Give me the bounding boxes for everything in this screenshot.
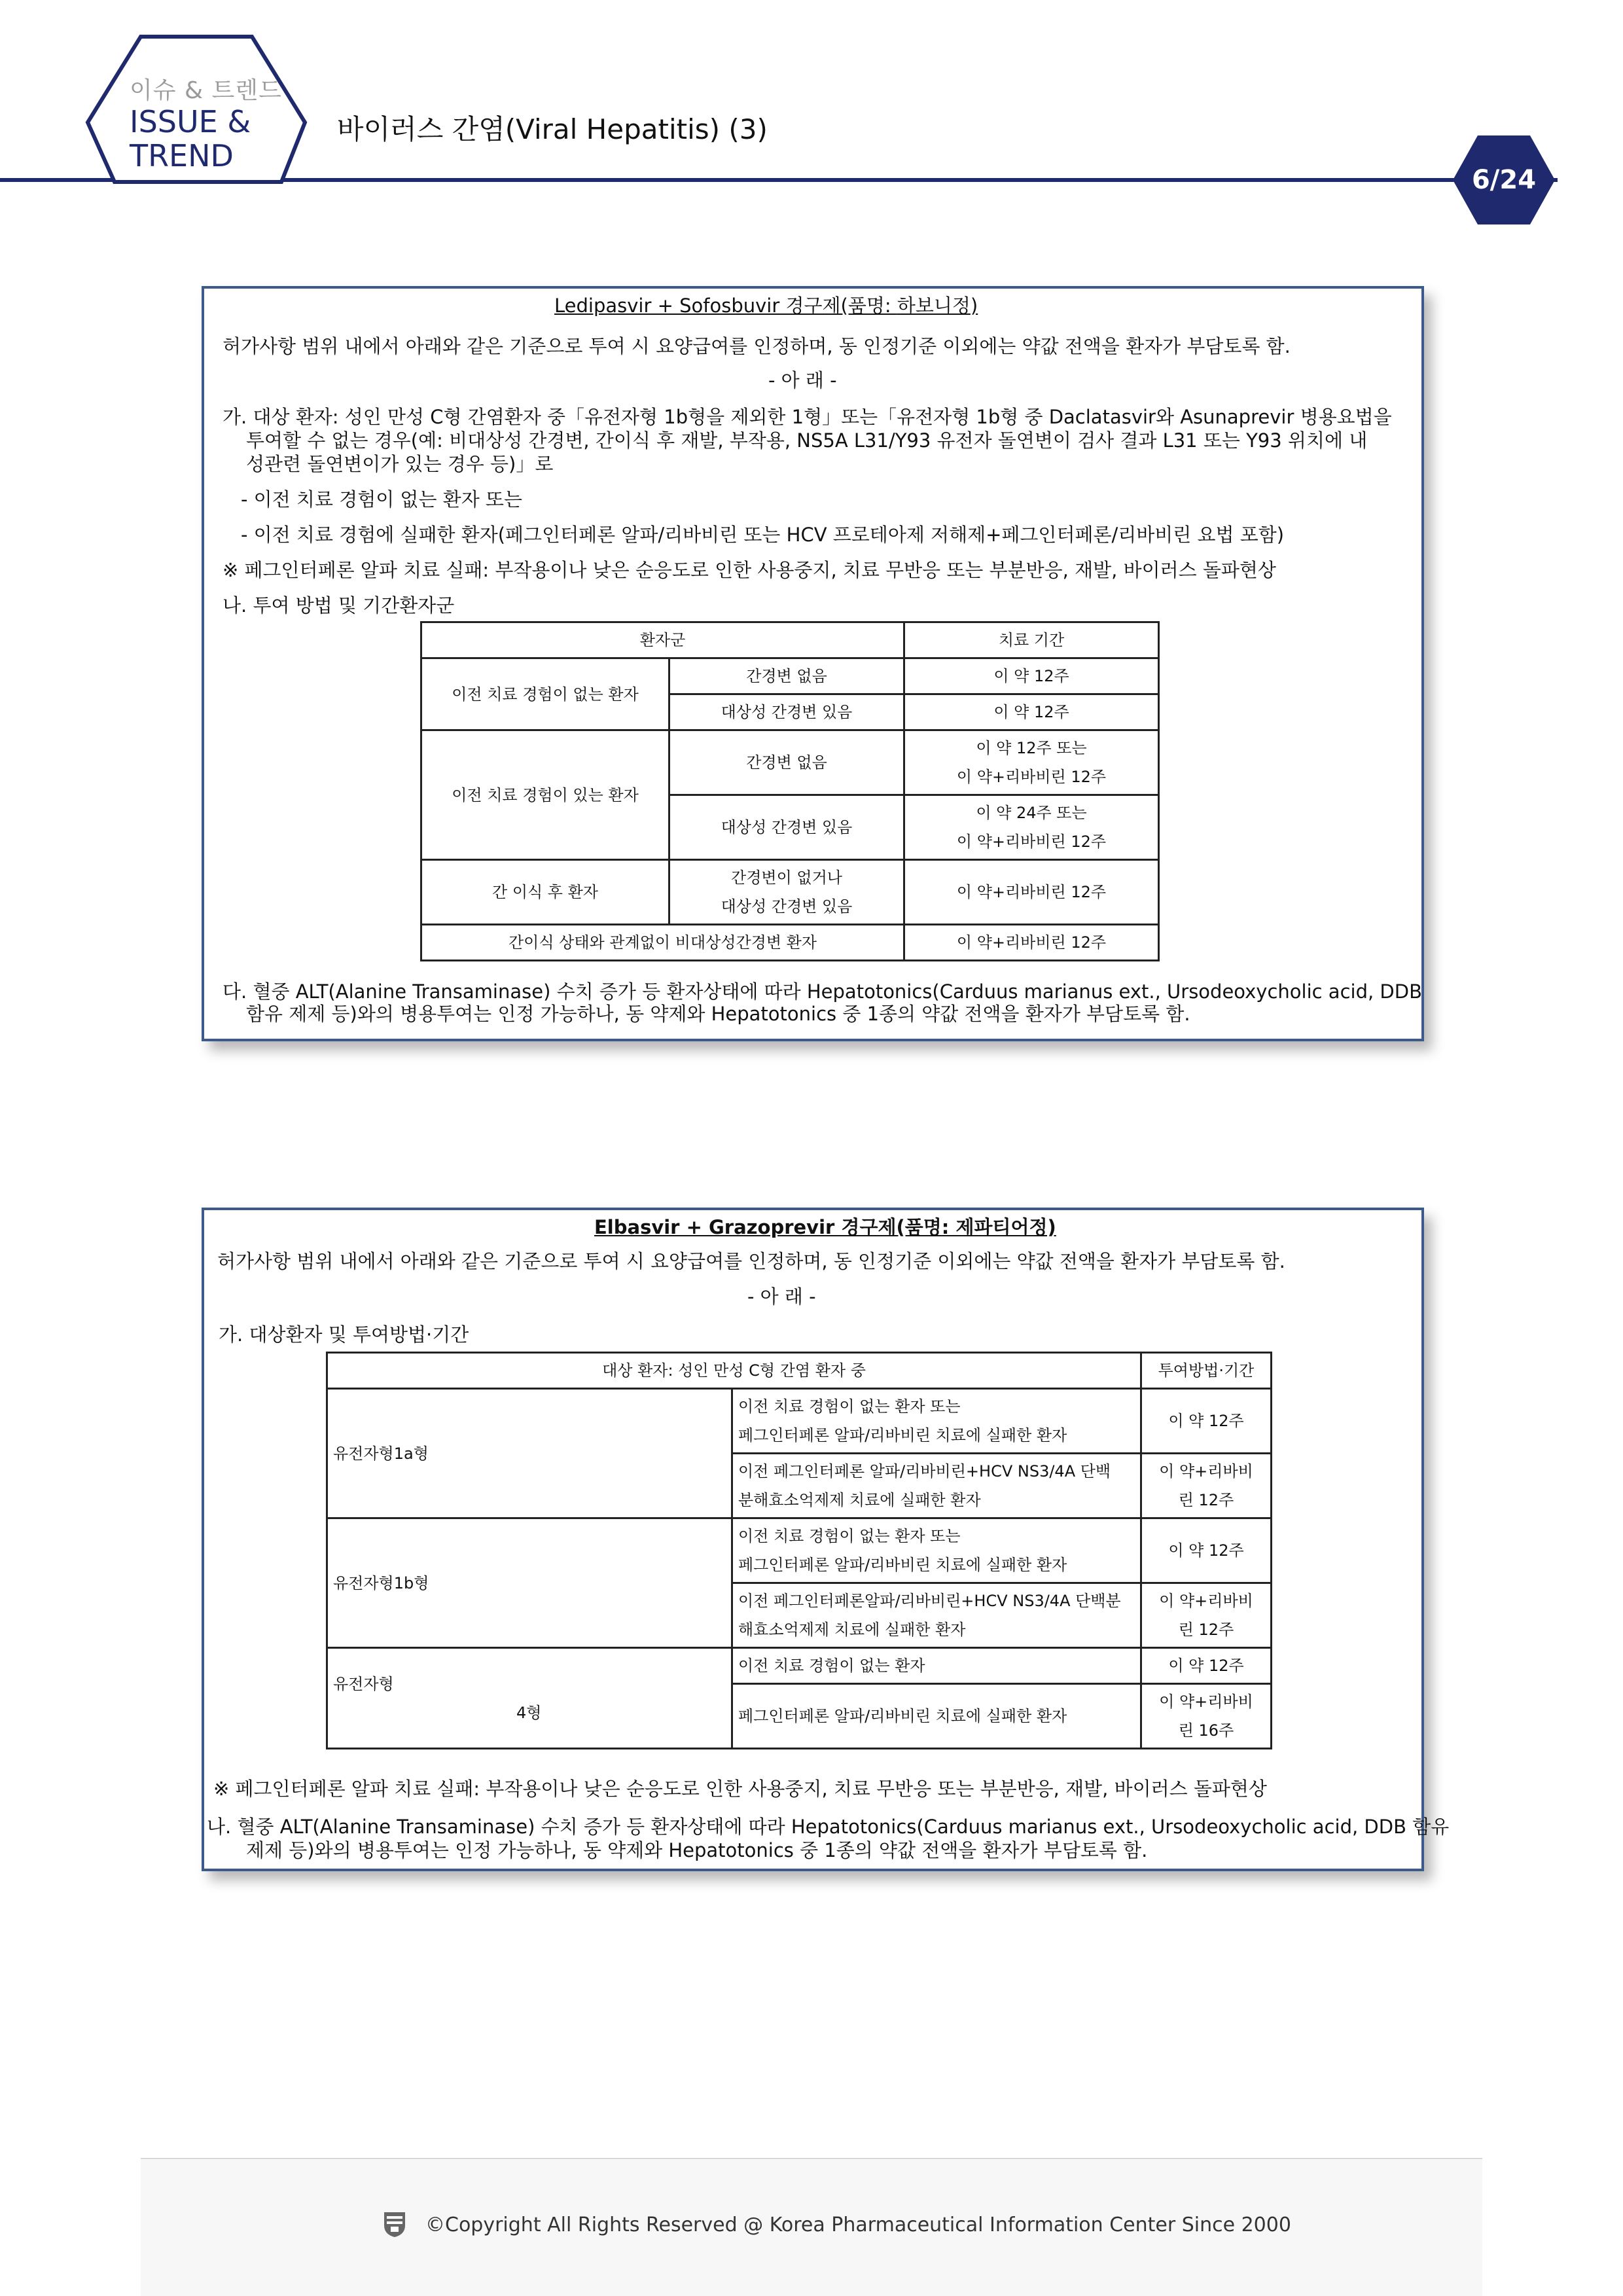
box2-g3-a: 유전자형 xyxy=(333,1674,394,1693)
box2-g1-r1-l1: 이전 치료 경험이 없는 환자 또는 xyxy=(738,1397,961,1416)
box1-col-period: 치료 기간 xyxy=(904,622,1159,658)
box2-g3-r1: 이전 치료 경험이 없는 환자 xyxy=(732,1648,1141,1684)
box2-g2-r2-p1: 이 약+리바비 xyxy=(1159,1592,1253,1610)
box2-g1: 유전자형1a형 xyxy=(327,1389,732,1518)
box1-g2-r2-p2: 이 약+리바비린 12주 xyxy=(956,833,1107,851)
box1-ga-line2: 투여할 수 없는 경우(예: 비대상성 간경변, 간이식 후 재발, 부작용, NS5A L31/Y93 유전자 돌연변이 검사 결과 L31 또는 Y93 위치에 내 xyxy=(246,429,1368,452)
box1-title-suffix: ) xyxy=(970,295,978,317)
box1-g2-r1-period xyxy=(904,730,1159,795)
box1-title-prefix: Ledipasvir + Sofosbuvir 경구제(품명: xyxy=(554,295,897,317)
box1-below: - 아 래 - xyxy=(768,369,837,391)
box1-g3-cond xyxy=(669,860,904,925)
box1-intro: 허가사항 범위 내에서 아래와 같은 기준으로 투여 시 요양급여를 인정하며, 동 인정기준 이외에는 약값 전액을 환자가 부담토록 함. xyxy=(223,335,1291,357)
box1-g2-r1-p2: 이 약+리바비린 12주 xyxy=(956,768,1107,786)
box2-header-period: 투여방법·기간 xyxy=(1141,1353,1272,1389)
box2-g2-r2-period xyxy=(1141,1583,1272,1648)
box1-ga-line1: 가. 대상 환자: 성인 만성 C형 간염환자 중「유전자형 1b형을 제외한 1형」또는「유전자형 1b형 중 Daclatasvir와 Asunaprevir 병용요법을 xyxy=(223,406,1392,428)
box1-g1-r2-period: 이 약 12주 xyxy=(904,694,1159,730)
box2-g2-r2-l1: 이전 페그인터페론알파/리바비린+HCV NS3/4A 단백분 xyxy=(738,1592,1121,1610)
box2-na-line1: 나. 혈중 ALT(Alanine Transaminase) 수치 증가 등 환자상태에 따라 Hepatotonics(Carduus marianus ext., Ursodeoxycholic acid, DDB 함유 xyxy=(207,1816,1450,1838)
box2-ga: 가. 대상환자 및 투여방법·기간 xyxy=(219,1323,469,1346)
box2-g2-r1-l1: 이전 치료 경험이 없는 환자 또는 xyxy=(738,1527,961,1545)
box2-g2: 유전자형1b형 xyxy=(327,1518,732,1648)
elbasvir-grazoprevir-criteria-box xyxy=(202,1208,1450,1871)
box1-treatment-table xyxy=(420,621,1160,961)
box2-g3-r1-period: 이 약 12주 xyxy=(1141,1648,1272,1684)
box2-g1-r1-period: 이 약 12주 xyxy=(1141,1389,1272,1454)
header-category-en-line1: ISSUE & xyxy=(130,104,251,139)
box2-below: - 아 래 - xyxy=(747,1285,816,1308)
box1-g1-r2-cond: 대상성 간경변 있음 xyxy=(669,694,904,730)
box2-g1-r2-p1: 이 약+리바비 xyxy=(1159,1462,1253,1480)
box2-na-line2: 제제 등)와의 병용투여는 인정 가능하나, 동 약제와 Hepatotonics 중 1종의 약값 전액을 환자가 부담토록 함. xyxy=(246,1839,1148,1861)
box1-g1-r1-cond: 간경변 없음 xyxy=(669,658,904,694)
box1-g2-r2-period xyxy=(904,795,1159,860)
footer-rule xyxy=(141,2158,1482,2159)
box1-g2-r1-p1: 이 약 12주 또는 xyxy=(976,739,1087,757)
box1-title-brand: 하보니정 xyxy=(897,295,971,317)
box1-g4-period: 이 약+리바비린 12주 xyxy=(904,925,1159,961)
box2-g3-r2-p1: 이 약+리바비 xyxy=(1159,1693,1253,1711)
box1-na: 나. 투여 방법 및 기간환자군 xyxy=(223,594,455,617)
box2-g2-r1-period: 이 약 12주 xyxy=(1141,1518,1272,1583)
box1-col-group: 환자군 xyxy=(421,622,904,658)
box2-g1-r2-period xyxy=(1141,1454,1272,1518)
box2-intro: 허가사항 범위 내에서 아래와 같은 기준으로 투여 시 요양급여를 인정하며, 동 인정기준 이외에는 약값 전액을 환자가 부담토록 함. xyxy=(217,1250,1285,1272)
box1-g3-period: 이 약+리바비린 12주 xyxy=(904,860,1159,925)
box1-g4: 간이식 상태와 관계없이 비대상성간경변 환자 xyxy=(421,925,904,961)
box1-dash2: - 이전 치료 경험에 실패한 환자(페그인터페론 알파/리바비린 또는 HCV 프로테아제 저해제+페그인터페론/리바비린 요법 포함) xyxy=(241,524,1285,546)
box2-g2-r2-p2: 린 12주 xyxy=(1178,1621,1234,1639)
box1-g3-c1: 간경변이 없거나 xyxy=(731,869,842,887)
box2-treatment-table xyxy=(326,1352,1272,1749)
box1-ga-line3: 성관련 돌연변이가 있는 경우 등)」로 xyxy=(246,453,554,475)
ledipasvir-sofosbuvir-criteria-box xyxy=(202,286,1424,1041)
box2-g3-r2-p2: 린 16주 xyxy=(1178,1721,1234,1740)
box1-g1: 이전 치료 경험이 없는 환자 xyxy=(421,658,669,730)
box2-header: 대상 환자: 성인 만성 C형 간염 환자 중 xyxy=(327,1353,1141,1389)
box2-title: Elbasvir + Grazoprevir 경구제(품명: 제파티어정) xyxy=(594,1216,1056,1238)
box1-da-line1: 다. 혈중 ALT(Alanine Transaminase) 수치 증가 등 환자상태에 따라 Hepatotonics(Carduus marianus ext., Ursodeoxycholic acid, DDB xyxy=(223,980,1422,1003)
box2-g2-r2 xyxy=(732,1583,1141,1648)
page-title: 바이러스 간염(Viral Hepatitis) (3) xyxy=(337,113,768,145)
header-category-en-line2: TREND xyxy=(130,138,234,173)
box1-title xyxy=(554,291,978,318)
box1-g3-c2: 대상성 간경변 있음 xyxy=(721,897,853,916)
box2-g3-r2-period xyxy=(1141,1684,1272,1749)
box1-da-line2: 함유 제제 등)와의 병용투여는 인정 가능하나, 동 약제와 Hepatotonics 중 1종의 약값 전액을 환자가 부담토록 함. xyxy=(246,1003,1190,1025)
box1-g3: 간 이식 후 환자 xyxy=(421,860,669,925)
box2-g1-r1-l2: 페그인터페론 알파/리바비린 치료에 실패한 환자 xyxy=(738,1426,1067,1444)
box1-g2: 이전 치료 경험이 있는 환자 xyxy=(421,730,669,860)
box1-dash1: - 이전 치료 경험이 없는 환자 또는 xyxy=(241,488,522,511)
footer-copyright: ©Copyright All Rights Reserved @ Korea Pharmaceutical Information Center Since 2000 xyxy=(425,2214,1291,2236)
header-category-kr: 이슈 & 트렌드 xyxy=(130,77,282,104)
box2-g2-r2-l2: 해효소억제제 치료에 실패한 환자 xyxy=(738,1621,966,1639)
page-number: 6/24 xyxy=(1471,165,1537,195)
box2-g1-r1 xyxy=(732,1389,1141,1454)
box2-g3-r2: 페그인터페론 알파/리바비린 치료에 실패한 환자 xyxy=(732,1684,1141,1749)
box1-g2-r2-cond: 대상성 간경변 있음 xyxy=(669,795,904,860)
box2-g1-r2 xyxy=(732,1454,1141,1518)
box2-g3-b: 4형 xyxy=(516,1703,542,1722)
box1-g2-r2-p1: 이 약 24주 또는 xyxy=(976,804,1087,822)
box2-note: ※ 페그인터페론 알파 치료 실패: 부작용이나 낮은 순응도로 인한 사용중지, 치료 무반응 또는 부분반응, 재발, 바이러스 돌파현상 xyxy=(213,1778,1267,1800)
box2-g2-r1-l2: 페그인터페론 알파/리바비린 치료에 실패한 환자 xyxy=(738,1556,1067,1574)
box2-g1-r2-l1: 이전 페그인터페론 알파/리바비린+HCV NS3/4A 단백 xyxy=(738,1462,1111,1480)
box2-g1-r2-p2: 린 12주 xyxy=(1178,1491,1234,1509)
box2-g1-r2-l2: 분해효소억제제 치료에 실패한 환자 xyxy=(738,1491,981,1509)
box2-g2-r1 xyxy=(732,1518,1141,1583)
box1-g2-r1-cond: 간경변 없음 xyxy=(669,730,904,795)
box1-g1-r1-period: 이 약 12주 xyxy=(904,658,1159,694)
box2-g3 xyxy=(327,1648,732,1749)
box1-note: ※ 페그인터페론 알파 치료 실패: 부작용이나 낮은 순응도로 인한 사용중지, 치료 무반응 또는 부분반응, 재발, 바이러스 돌파현상 xyxy=(223,559,1276,581)
header-category-en xyxy=(130,105,251,173)
kpic-emblem-icon xyxy=(382,2210,408,2238)
